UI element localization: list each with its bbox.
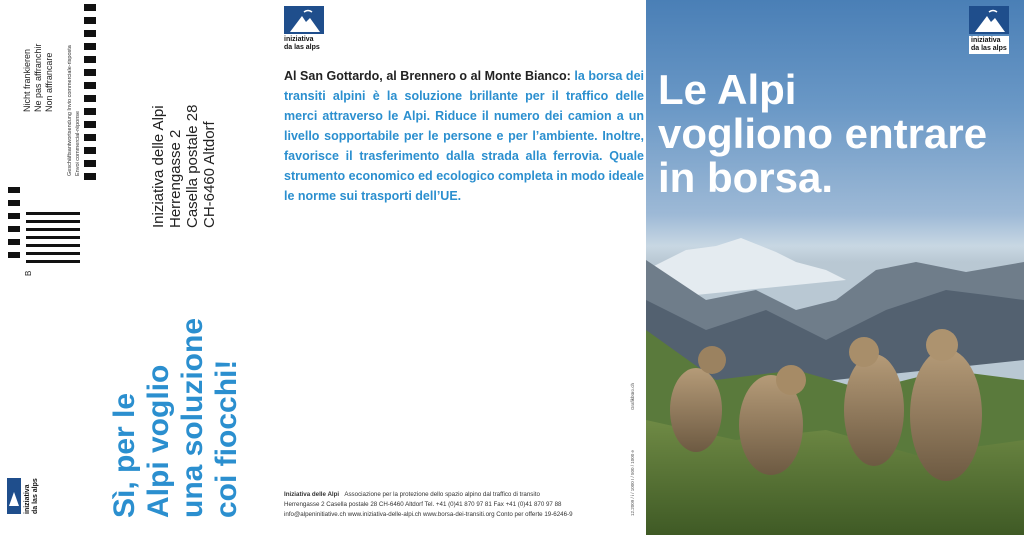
cover-panel xyxy=(646,0,1024,535)
address-panel xyxy=(120,0,260,535)
slogan-line: una soluzione xyxy=(176,317,209,518)
footer-org: Iniziativa delle Alpi xyxy=(284,491,340,498)
postal-mark xyxy=(8,226,20,232)
postal-mark xyxy=(84,108,96,115)
postal-mark xyxy=(84,173,96,180)
mountain-icon xyxy=(969,6,1009,34)
postal-mark xyxy=(84,4,96,11)
barcode-bar xyxy=(26,260,80,263)
postal-small-line: Geschäftsantwortsendung Invio commerciale-risposta xyxy=(67,45,73,176)
logo-wordmark xyxy=(284,36,320,52)
barcode-bar xyxy=(26,220,80,223)
postal-text xyxy=(22,44,55,112)
marmot-head xyxy=(698,346,726,374)
barcode-bar xyxy=(26,252,80,255)
design-credit: Grafikbüro.ch xyxy=(630,382,635,410)
postal-small-text xyxy=(66,45,82,176)
postal-mark xyxy=(8,200,20,206)
barcode-bar xyxy=(26,228,80,231)
mountain-icon xyxy=(284,6,324,34)
postal-mark xyxy=(8,187,20,193)
postal-mark xyxy=(84,82,96,89)
barcode-bar xyxy=(26,244,80,247)
postal-mark xyxy=(84,56,96,63)
marmot xyxy=(670,368,722,452)
intro-paragraph xyxy=(284,66,644,206)
footer-block xyxy=(284,490,624,520)
headline-line: in borsa. xyxy=(658,154,834,201)
logo-wordmark xyxy=(24,478,40,514)
logo-line: iniziativa xyxy=(971,37,1001,44)
marmot-head xyxy=(776,365,806,395)
postal-small-line: Envoi commercial-réponse xyxy=(75,110,81,176)
footer-line-2: Herrengasse 2 Casella postale 28 CH-6460 Altdorf Tel. +41 (0)41 870 97 81 Fax +41 (0)41 870 97 88 xyxy=(284,501,562,508)
intro-lead: Al San Gottardo, al Brennero o al Monte Bianco: xyxy=(284,69,571,83)
mountain-icon xyxy=(7,478,21,514)
intro-panel xyxy=(260,0,646,535)
cover-headline xyxy=(658,68,987,200)
logo-line: iniziativa xyxy=(24,484,31,514)
postal-mark xyxy=(84,95,96,102)
postal-mark xyxy=(84,134,96,141)
postal-line: Nicht frankieren xyxy=(22,48,32,112)
headline-line: vogliono entrare xyxy=(658,110,988,157)
postal-mark xyxy=(84,147,96,154)
marmot-head xyxy=(926,329,958,361)
postal-mark xyxy=(84,160,96,167)
logo-line: da las alps xyxy=(32,478,39,514)
logo-line: da las alps xyxy=(971,45,1007,52)
footer-line-1 xyxy=(284,490,624,500)
logo-line: iniziativa xyxy=(284,36,314,43)
postal-mark xyxy=(8,252,20,258)
logo-mark xyxy=(7,478,21,514)
postal-mark xyxy=(84,17,96,24)
slogan-line: coi fiocchi! xyxy=(210,359,243,518)
postal-mark xyxy=(84,43,96,50)
address-block xyxy=(150,105,218,228)
barcode-bar xyxy=(26,236,80,239)
postal-mark xyxy=(8,213,20,219)
logo-wordmark xyxy=(969,36,1009,54)
footer-desc: Associazione per la protezione dello spazio alpino dal traffico di transito xyxy=(344,491,540,498)
postal-line: Non affrancare xyxy=(44,52,54,112)
postal-mark xyxy=(84,69,96,76)
postal-line: Ne pas affranchir xyxy=(33,43,43,112)
marmot xyxy=(910,349,982,481)
slogan-line: Sì, per le xyxy=(108,392,141,518)
postal-letter: B xyxy=(24,270,33,276)
address-line: CH-6460 Altdorf xyxy=(201,121,218,228)
logo-mark xyxy=(284,6,324,34)
headline-line: Le Alpi xyxy=(658,66,797,113)
logo-line: da las alps xyxy=(284,44,320,51)
marmot xyxy=(844,354,904,466)
footer-line-3: info@alpeninitiative.ch www.iniziativa-delle-alpi.ch www.borsa-dei-transiti.org Conto per offerte 19-6246-9 xyxy=(284,511,573,518)
marmot-head xyxy=(849,337,879,367)
print-code: 12.2009 / i / 1000 I / 500 / 1000 e xyxy=(630,449,635,516)
address-line: Casella postale 28 xyxy=(184,104,201,228)
address-line: Herrengasse 2 xyxy=(167,129,184,228)
postal-mark xyxy=(84,30,96,37)
postal-mark xyxy=(84,121,96,128)
postal-mark xyxy=(8,239,20,245)
address-line: Iniziativa delle Alpi xyxy=(150,105,167,228)
barcode-bar xyxy=(26,212,80,215)
intro-body: la borsa dei transiti alpini è la soluzione brillante per il traffico delle merci attraverso le Alpi. Riduce il numero dei camion a un livello sopportabile per le persone e per l’ambiente. Inoltre, favorisce il trasferimento dalla strada alla ferrovia. Quale strumento economico ed ecologico completa in modo ideale le norme sui trasporti dell’UE. xyxy=(284,69,644,203)
logo-mark xyxy=(969,6,1009,34)
slogan-line: Alpi voglio xyxy=(142,364,175,518)
